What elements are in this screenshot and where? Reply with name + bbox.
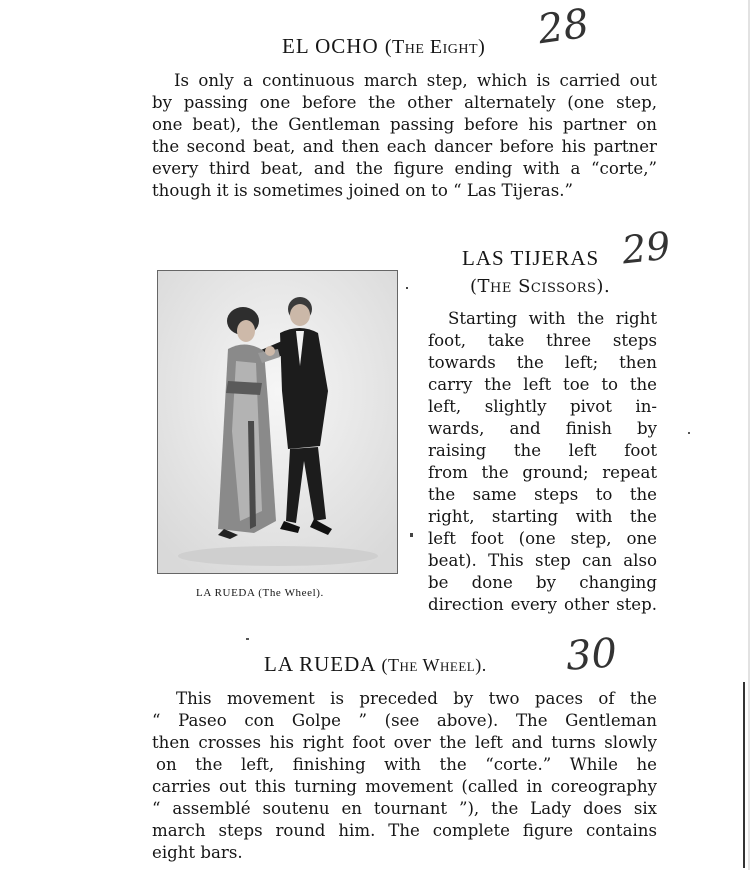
text-line: direction every other step. (428, 595, 657, 614)
text-line: foot, take three steps (428, 331, 657, 350)
la-rueda-paragraph (152, 688, 657, 864)
photo-caption (196, 587, 324, 599)
text-line: carry the left toe to the (428, 375, 657, 394)
las-tijeras-subtitle: (The Scissors). (470, 276, 611, 297)
heading-el-ocho-subtitle: (The Eight) (384, 36, 486, 58)
text-line: raising the left foot (428, 441, 657, 460)
stray-mark (246, 638, 249, 640)
heading-la-rueda-subtitle: (The Wheel). (381, 655, 487, 675)
text-line: on the left, finishing with the “corte.” While he (156, 755, 657, 774)
page-edge-shadow (748, 0, 750, 870)
heading-el-ocho (282, 34, 485, 59)
dancers-photograph (157, 270, 398, 574)
handwritten-annotation-29: 29 (619, 223, 673, 273)
text-line: right, starting with the (428, 507, 657, 526)
text-line: then crosses his right foot over the left and turns slowly (152, 733, 657, 752)
handwritten-annotation-28: 28 (535, 0, 592, 54)
text-line: by passing one before the other alternately (one step, (152, 93, 657, 112)
heading-la-rueda (264, 652, 487, 677)
text-line: towards the left; then (428, 353, 657, 372)
handwritten-annotation-30: 30 (564, 630, 619, 680)
binding-edge-line (743, 682, 745, 868)
text-line: one beat), the Gentleman passing before his partner on (152, 115, 657, 134)
el-ocho-paragraph (152, 70, 657, 202)
photo-caption-subtitle: (The Wheel). (258, 587, 324, 599)
stray-mark (406, 287, 408, 289)
text-line: “ Paseo con Golpe ” (see above). The Gentleman (152, 711, 657, 730)
heading-el-ocho-title: EL OCHO (282, 34, 379, 58)
heading-las-tijeras: LAS TIJERAS (462, 246, 600, 270)
text-line: be done by changing (428, 573, 657, 592)
text-line: left foot (one step, one (428, 529, 657, 548)
text-line: the second beat, and then each dancer before his partner (152, 137, 657, 156)
text-line: march steps round him. The complete figure contains (152, 821, 657, 840)
las-tijeras-paragraph (428, 308, 657, 616)
text-line: Starting with the right (448, 309, 657, 328)
photo-caption-title: LA RUEDA (196, 587, 255, 599)
text-line: wards, and finish by (428, 419, 657, 438)
text-line: Is only a continuous march step, which is carried out (174, 71, 657, 90)
text-line: This movement is preceded by two paces of the (176, 689, 657, 708)
text-line: beat). This step can also (428, 551, 657, 570)
heading-la-rueda-title: LA RUEDA (264, 652, 376, 676)
text-line: left, slightly pivot in- (428, 397, 657, 416)
text-line: from the ground; repeat (428, 463, 657, 482)
stray-mark (410, 533, 413, 537)
text-line: carries out this turning movement (called in coreography (152, 777, 657, 796)
text-line: every third beat, and the figure ending with a “corte,” (152, 159, 657, 178)
text-line: “ assemblé soutenu en tournant ”), the Lady does six (152, 799, 657, 818)
text-line: eight bars. (152, 843, 243, 862)
stray-mark (688, 432, 690, 434)
text-line: the same steps to the (428, 485, 657, 504)
text-line: though it is sometimes joined on to “ Las Tijeras.” (152, 181, 573, 200)
dancers-illustration (158, 271, 397, 573)
